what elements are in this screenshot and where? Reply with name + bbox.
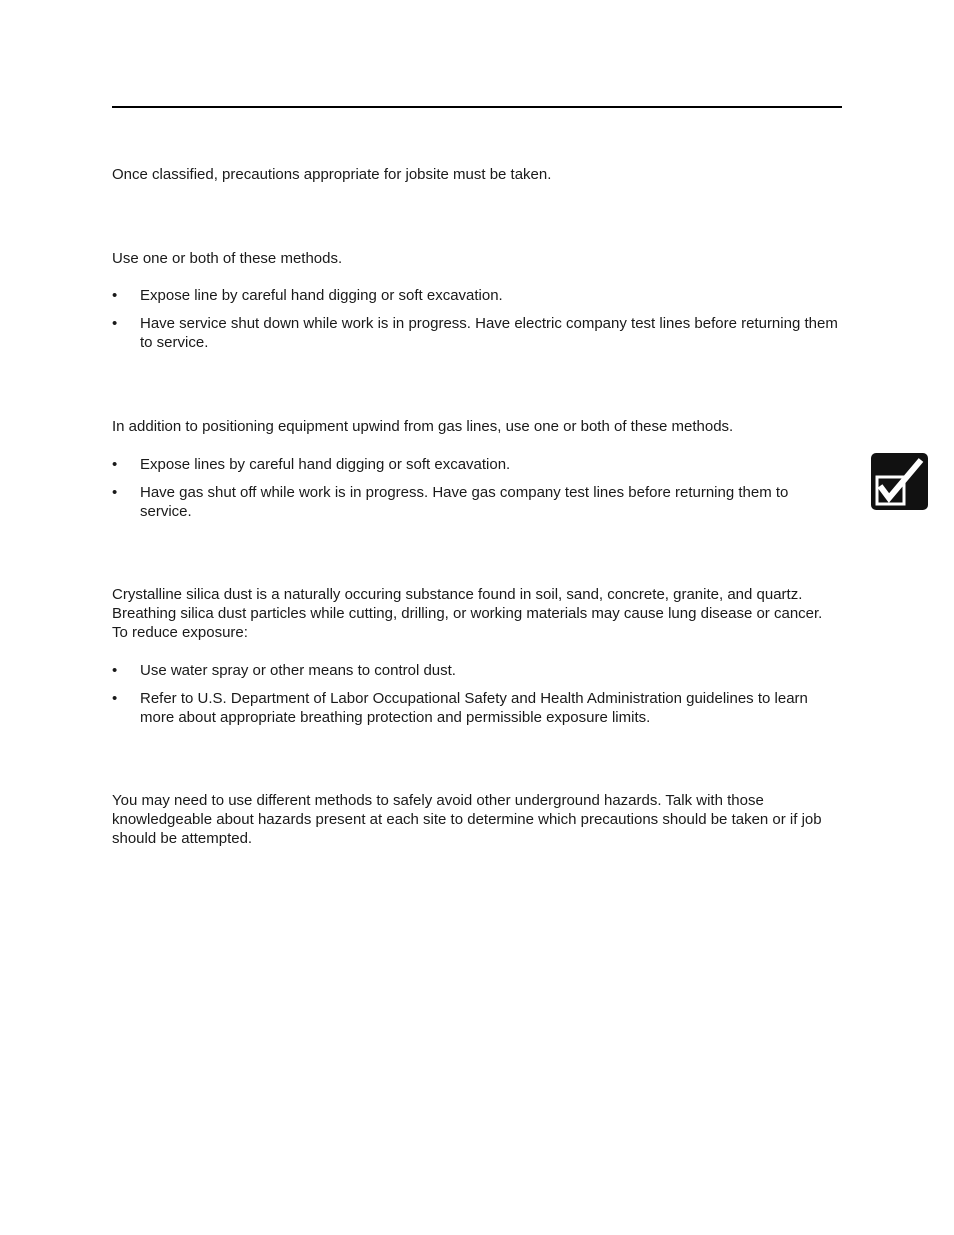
list-item-text: Refer to U.S. Department of Labor Occupational Safety and Health Administration guidelines to learn more about appropriate breathing protection and permissible exposure limits.	[140, 690, 808, 726]
bullet: •	[112, 484, 118, 501]
silica-lead: Crystalline silica dust is a naturally occuring substance found in soil, sand, concrete, granite, and quartz. Breathing silica dust particles while cutting, drilling, or working materials may cause lung disease or cancer. To reduce exposure:	[112, 586, 823, 641]
header-rule	[112, 106, 842, 108]
list-item	[112, 455, 842, 474]
list-item	[112, 661, 842, 680]
bullet: •	[112, 315, 118, 332]
gas-lead: In addition to positioning equipment upwind from gas lines, use one or both of these methods.	[112, 418, 734, 435]
bullet: •	[112, 456, 118, 473]
gas-bullet-list	[112, 455, 842, 530]
silica-bullet-list	[112, 661, 842, 736]
list-item	[112, 314, 842, 352]
list-item-text: Use water spray or other means to control dust.	[140, 662, 456, 679]
bullet: •	[112, 662, 118, 679]
list-item	[112, 286, 842, 305]
list-item-text: Expose lines by careful hand digging or soft excavation.	[140, 456, 511, 473]
electric-lead: Use one or both of these methods.	[112, 250, 343, 267]
other-hazards-paragraph: You may need to use different methods to safely avoid other underground hazards. Talk with those knowledgeable about hazards present at each site to determine which precautions should be taken or if job should be attempted.	[112, 792, 822, 847]
list-item-text: Expose line by careful hand digging or soft excavation.	[140, 287, 503, 304]
checkbox-check-icon	[871, 453, 928, 510]
bullet: •	[112, 690, 118, 707]
list-item	[112, 689, 842, 727]
electric-bullet-list	[112, 286, 842, 361]
intro-paragraph: Once classified, precautions appropriate for jobsite must be taken.	[112, 166, 552, 183]
bullet: •	[112, 287, 118, 304]
list-item	[112, 483, 842, 521]
list-item-text: Have service shut down while work is in progress. Have electric company test lines before returning them to service.	[140, 315, 838, 351]
list-item-text: Have gas shut off while work is in progress. Have gas company test lines before returning them to service.	[140, 484, 789, 520]
